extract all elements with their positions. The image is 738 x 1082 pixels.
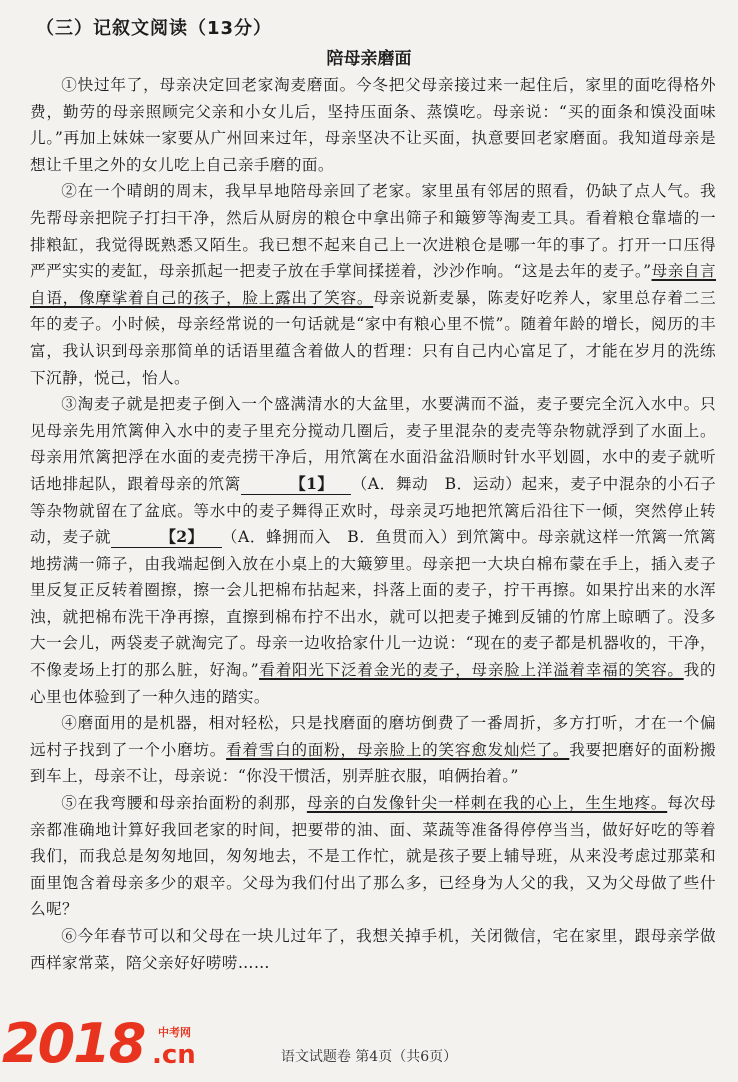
paragraph-4: [30, 710, 716, 790]
paragraph-2-text-b: 母亲说新麦暴，陈麦好吃养人，家里总存着二三年的麦子。小时候，母亲经常说的一句话就是“家中有粮心里不慌”。随着年龄的增长，阅历的丰富，我认识到母亲那简单的话语里蕴含着做人的哲理：只有自己内心富足了，才能在岁月的洗练下沉静，悦己，怡人。: [30, 288, 716, 387]
option-1-text: （A．舞动 B．运动）起来，麦子中混杂的小石子等杂物就留在了盆底。等水中的麦子舞得正欢时，母亲灵巧地把笊篱后沿往下一倾，突然停止转动，麦子就: [30, 474, 717, 547]
page-footer: 语文试题卷 第4页（共6页）: [280, 1049, 458, 1065]
blank-1[interactable]: 【1】: [241, 474, 351, 495]
paragraph-2-text-a: ②在一个晴朗的周末，我早早地陪母亲回了老家。家里虽有邻居的照看，仍缺了点人气。我先帮母亲把院子打扫干净，然后从厨房的粮仓中拿出筛子和簸箩等淘麦工具。看着粮仓靠墙的一排粮缸，我觉得既熟悉又陌生。我已想不起来自己上一次进粮仓是哪一年的事了。打开一口压得严严实实的麦缸，母亲抓起一把麦子放在手掌间揉搓着，沙沙作响。“这是去年的麦子。”: [30, 182, 716, 281]
underlined-sentence-4: 母亲的白发像针尖一样刺在我的心上，生生地疼。: [306, 794, 668, 813]
blank-2[interactable]: 【2】: [111, 527, 221, 548]
paragraph-5-text-b: 每次母亲都准确地计算好我回老家的时间，把要带的油、面、菜蔬等准备得停停当当，做好好吃的等着我们，而我总是匆匆地回，匆匆地去，不是工作忙，就是孩子要上辅导班，从来没考虑过那菜和面里饱含着母亲多少的艰辛。父母为我们付出了那么多，已经身为人父的我，又为父母做了些什么呢？: [30, 794, 716, 919]
watermark-small-text: 中考网: [158, 1026, 191, 1039]
section-title: （三）记叙文阅读（13分）: [36, 18, 273, 39]
article-title: 陪母亲磨面: [326, 49, 412, 69]
paragraph-4-text-a: ④磨面用的是机器，相对轻松，只是找磨面的磨坊倒费了一番周折，多方打听，才在一个偏远村子找到了一个小磨坊。: [30, 714, 716, 759]
paragraph-3-end: 我的心里也体验到了一种久违的踏实。: [30, 661, 716, 706]
paragraph-5: [30, 790, 716, 923]
paragraph-3: [30, 391, 716, 710]
underlined-sentence-1: 母亲自言自语，像摩挲着自己的孩子，脸上露出了笑容。: [30, 262, 716, 307]
paragraph-4-text-b: 我要把磨好的面粉搬到车上，母亲不让，母亲说：“你没干惯活，别弄脏衣服，咱俩抬着。”: [30, 740, 716, 786]
watermark-number: 2018: [2, 1012, 145, 1075]
option-2-text: （A．蜂拥而入 B．鱼贯而入）到笊篱中。母亲就这样一笊篱一笊篱地捞满一筛子，由我端起倒入放在小桌上的大簸箩里。母亲把一大块白棉布蒙在手上，插入麦子里反复正反转着圈擦，擦一会儿把棉布拈起来，抖落上面的麦子，拧干再擦。如果拧出来的水浑浊，就把棉布洗干净再擦，直擦到棉布拧不出水，就可以把麦子摊到反铺的竹席上晾晒了。没多大一会儿，两袋麦子就淘完了。母亲一边收拾家什儿一边说：“现在的麦子都是机器收的，干净，不像麦场上打的那么脏，好淘。”: [30, 528, 716, 680]
watermark-domain: .cn: [152, 1040, 196, 1070]
underlined-sentence-3: 看着雪白的面粉，母亲脸上的笑容愈发灿烂了。: [226, 740, 570, 759]
paragraph-3-text-a: ③淘麦子就是把麦子倒入一个盛满清水的大盆里，水要满而不溢，麦子要完全沉入水中。只见母亲先用笊篱伸入水中的麦子里充分搅动几圈后，麦子里混杂的麦壳等杂物就浮到了水面上。母亲用笊篱把浮在水面的麦壳捞干净后，用笊篱在水面沿盆沿顺时针水平划圆，水中的麦子就听话地排起队，跟着母亲的笊篱: [30, 395, 716, 493]
paragraph-2: [30, 178, 716, 391]
paragraph-1: ①快过年了，母亲决定回老家淘麦磨面。今冬把父母亲接过来一起住后，家里的面吃得格外费，勤劳的母亲照顾完父亲和小女儿后，坚持压面条、蒸馍吃。母亲说：“买的面条和馍没面味儿。”再加上妹妹一家要从广州回来过年，母亲坚决不让买面，执意要回老家磨面。我知道母亲是想让千里之外的女儿吃上自己亲手磨的面。: [30, 76, 716, 174]
article-body: [30, 72, 716, 976]
paragraph-5-text-a: ⑤在我弯腰和母亲抬面粉的刹那，: [61, 794, 307, 813]
paragraph-6: ⑥今年春节可以和父母在一块儿过年了，我想关掉手机，关闭微信，宅在家里，跟母亲学做西样家常菜，陪父亲好好唠唠……: [30, 927, 716, 972]
underlined-sentence-2: 看着阳光下泛着金光的麦子，母亲脸上洋溢着幸福的笑容。: [259, 661, 684, 680]
